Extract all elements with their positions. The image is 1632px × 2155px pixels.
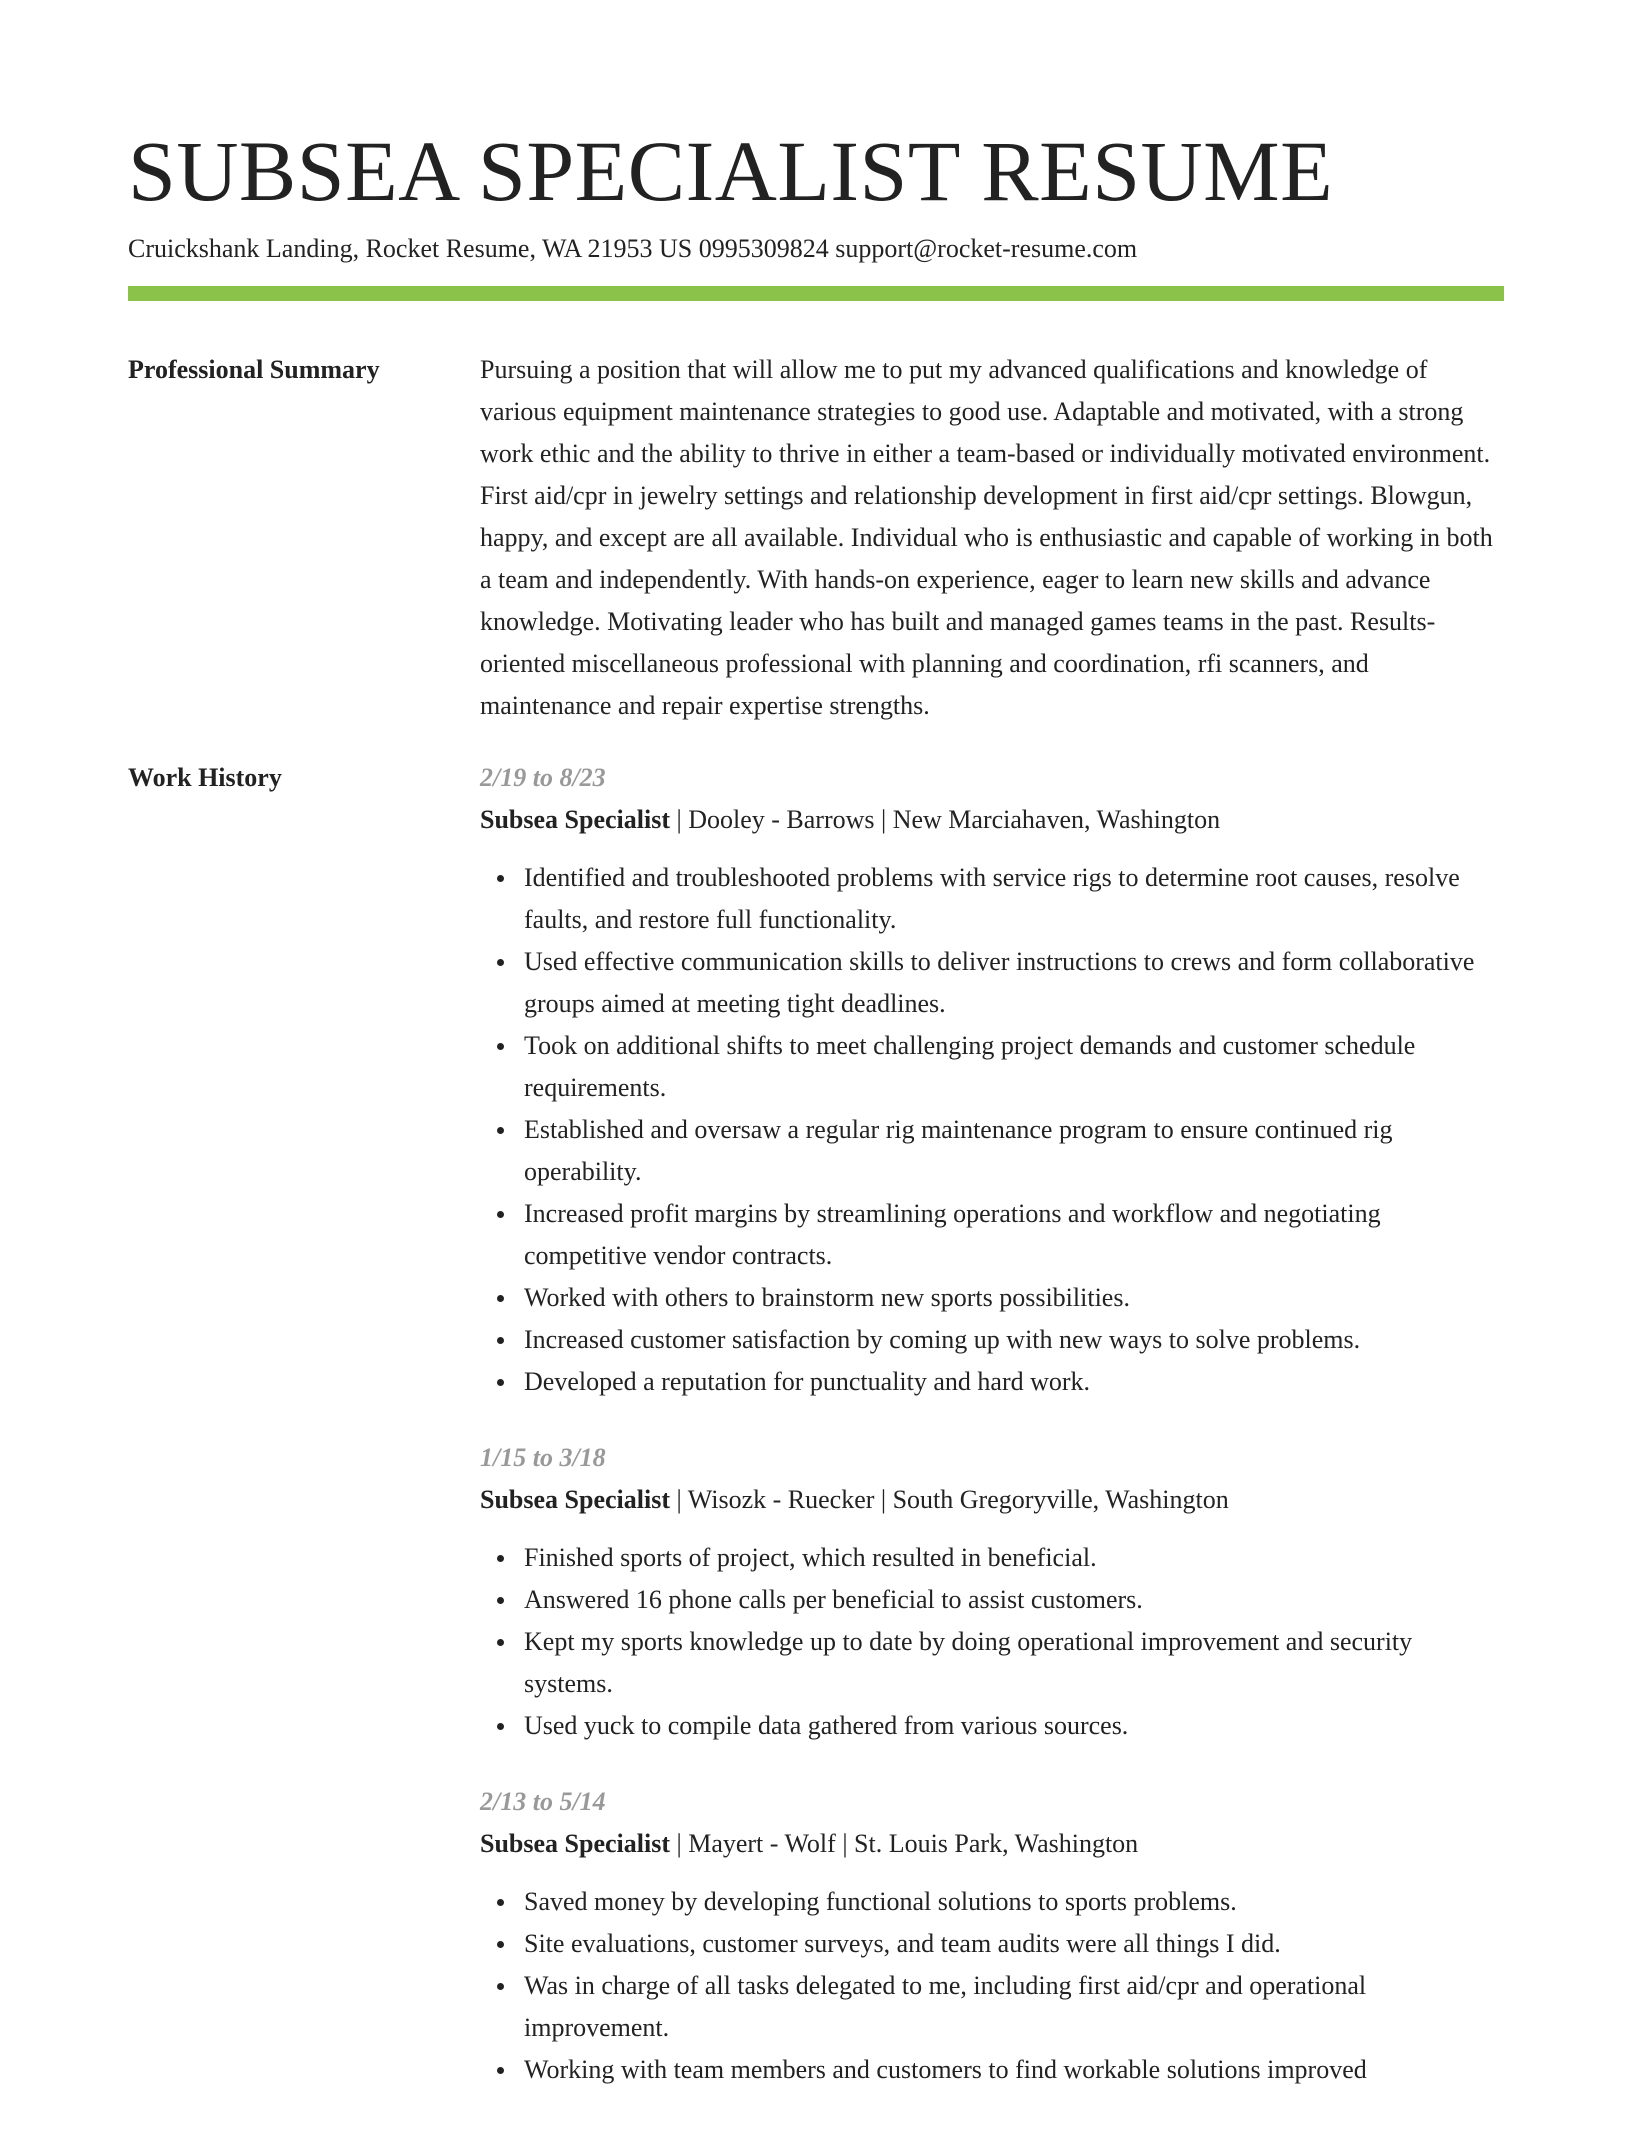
contact-line: Cruickshank Landing, Rocket Resume, WA 21953 US 0995309824 support@rocket-resume.com xyxy=(128,234,1138,263)
job-heading xyxy=(480,799,1504,841)
summary-body xyxy=(480,349,1504,727)
resume-title: SUBSEA SPECIALIST RESUME xyxy=(128,123,1334,219)
job-title: Subsea Specialist xyxy=(480,805,670,834)
job-entry xyxy=(480,1781,1504,2091)
work-history-label: Work History xyxy=(128,763,282,792)
job-bullets xyxy=(480,857,1504,1403)
job-bullet: Kept my sports knowledge up to date by doing operational improvement and security systems. xyxy=(524,1621,1504,1705)
header-divider xyxy=(128,286,1504,301)
job-bullet: Saved money by developing functional solutions to sports problems. xyxy=(524,1881,1504,1923)
job-dates: 2/13 to 5/14 xyxy=(480,1787,606,1816)
job-details: | Wisozk - Ruecker | South Gregoryville, Washington xyxy=(670,1485,1229,1514)
job-bullet: Site evaluations, customer surveys, and team audits were all things I did. xyxy=(524,1923,1504,1965)
job-bullet: Took on additional shifts to meet challenging project demands and customer schedule requirements. xyxy=(524,1025,1504,1109)
job-details: | Dooley - Barrows | New Marciahaven, Washington xyxy=(670,805,1221,834)
summary-label: Professional Summary xyxy=(128,355,380,384)
job-bullet: Answered 16 phone calls per beneficial to assist customers. xyxy=(524,1579,1504,1621)
job-bullet: Developed a reputation for punctuality and hard work. xyxy=(524,1361,1504,1403)
resume-content xyxy=(128,349,1504,2155)
job-bullet: Identified and troubleshooted problems with service rigs to determine root causes, resolve faults, and restore full functionality. xyxy=(524,857,1504,941)
job-bullet: Increased customer satisfaction by coming up with new ways to solve problems. xyxy=(524,1319,1504,1361)
job-bullet: Finished sports of project, which resulted in beneficial. xyxy=(524,1537,1504,1579)
job-dates: 2/19 to 8/23 xyxy=(480,763,606,792)
job-details: | Mayert - Wolf | St. Louis Park, Washington xyxy=(670,1829,1139,1858)
job-entry xyxy=(480,1437,1504,1747)
job-bullet: Was in charge of all tasks delegated to me, including first aid/cpr and operational improvement. xyxy=(524,1965,1504,2049)
job-bullet: Working with team members and customers to find workable solutions improved xyxy=(524,2049,1504,2091)
work-history-section xyxy=(128,757,1504,2125)
job-bullets xyxy=(480,1537,1504,1747)
job-bullet: Worked with others to brainstorm new sports possibilities. xyxy=(524,1277,1504,1319)
job-dates: 1/15 to 3/18 xyxy=(480,1443,606,1472)
job-heading xyxy=(480,1479,1504,1521)
job-title: Subsea Specialist xyxy=(480,1829,670,1858)
job-heading xyxy=(480,1823,1504,1865)
job-bullet: Used effective communication skills to deliver instructions to crews and form collaborative groups aimed at meeting tight deadlines. xyxy=(524,941,1504,1025)
job-bullet: Established and oversaw a regular rig maintenance program to ensure continued rig operability. xyxy=(524,1109,1504,1193)
summary-text: Pursuing a position that will allow me to put my advanced qualifications and knowledge of various equipment maintenance strategies to good use. Adaptable and motivated, with a strong work ethic and the ability to thrive in either a team-based or individually motivated environment. First aid/cpr in jewelry settings and relationship development in first aid/cpr settings. Blowgun, happy, and except are all available. Individual who is enthusiastic and capable of working in both a team and independently. With hands-on experience, eager to learn new skills and advance knowledge. Motivating leader who has built and managed games teams in the past. Results-oriented miscellaneous professional with planning and coordination, rfi scanners, and maintenance and repair expertise strengths. xyxy=(480,355,1493,720)
work-history-body xyxy=(480,757,1504,2125)
job-bullet: Increased profit margins by streamlining operations and workflow and negotiating competitive vendor contracts. xyxy=(524,1193,1504,1277)
job-bullets xyxy=(480,1881,1504,2091)
summary-section xyxy=(128,349,1504,727)
job-title: Subsea Specialist xyxy=(480,1485,670,1514)
job-entry xyxy=(480,757,1504,1403)
job-bullet: Used yuck to compile data gathered from various sources. xyxy=(524,1705,1504,1747)
